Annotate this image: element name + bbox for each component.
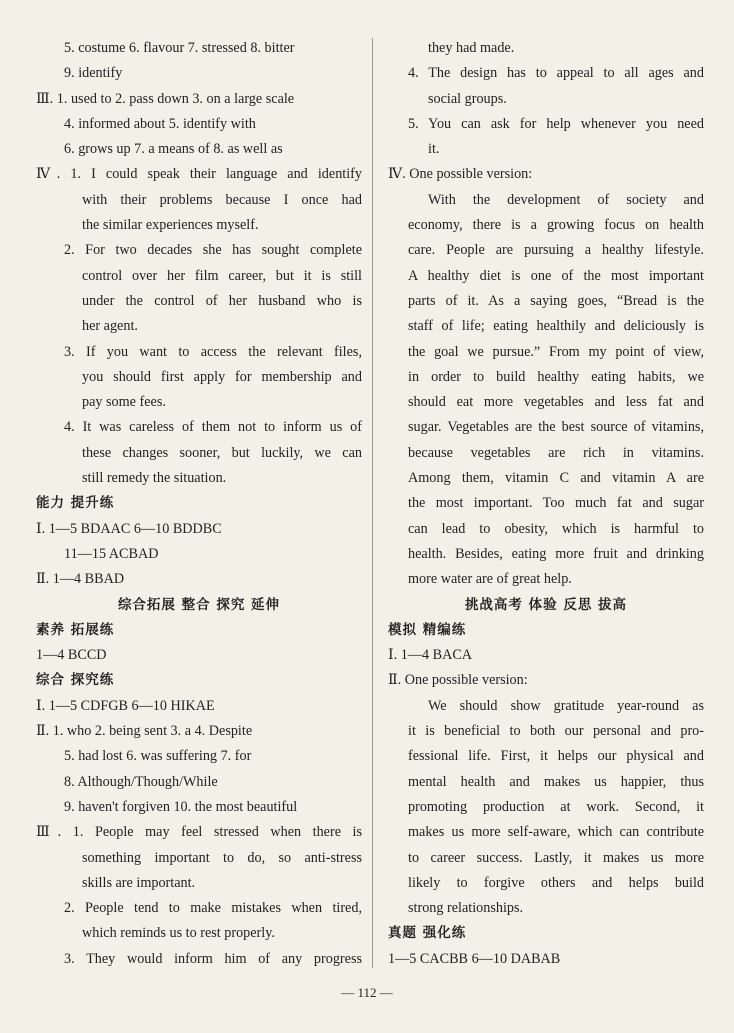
answer-line: these changes sooner, but luckily, we can: [82, 444, 362, 461]
answer-line: because vegetables are rich in vitamins.: [408, 444, 704, 461]
answer-line: to career success. Lastly, it makes us more: [408, 849, 704, 866]
section-heading: 模拟 精编练: [388, 621, 467, 638]
page-number: — 112 —: [341, 985, 393, 1000]
answer-line: With the development of society and: [428, 191, 704, 208]
section-heading: 综合拓展 整合 探究 延伸: [117, 596, 281, 613]
section-heading: 能力 提升练: [36, 495, 115, 512]
answer-line: Ⅰ. 1—4 BACA: [388, 647, 473, 664]
answer-line: strong relationships.: [408, 900, 524, 917]
answer-line: still remedy the situation.: [82, 470, 227, 487]
answer-line: 2. For two decades she has sought complete: [64, 242, 362, 259]
answer-line: you should first apply for membership and: [82, 368, 362, 385]
answer-line: Ⅱ. 1—4 BBAD: [36, 571, 125, 588]
section-heading: 综合 探究练: [36, 672, 115, 689]
answer-line: control over her film career, but it is still: [82, 267, 362, 284]
answer-line: skills are important.: [82, 874, 196, 891]
answer-line: her agent.: [82, 318, 138, 335]
left-column: [36, 36, 362, 972]
answer-line: with their problems because I once had: [82, 191, 362, 208]
answer-line: Ⅱ. One possible version:: [388, 672, 528, 689]
answer-line: social groups.: [428, 90, 507, 107]
answer-line: 11—15 ACBAD: [64, 545, 159, 562]
column-divider: [372, 38, 373, 968]
answer-line: under the control of her husband who is: [82, 292, 362, 309]
answer-line: sugar. Vegetables are the best source of vitamins,: [408, 419, 704, 436]
answer-line: should eat more vegetables and less fat and: [408, 394, 704, 411]
answer-line: it.: [428, 141, 440, 158]
answer-line: Ⅰ. 1—5 BDAAC 6—10 BDDBC: [36, 520, 222, 537]
answer-line: parts of it. As a saying goes, “Bread is the: [408, 292, 704, 309]
answer-line: something important to do, so anti-stress: [82, 849, 362, 866]
answer-line: Among them, vitamin C and vitamin A are: [408, 470, 704, 487]
answer-line: 1—5 CACBB 6—10 DABAB: [388, 950, 561, 967]
answer-line: 4. It was careless of them not to inform us of: [64, 419, 362, 436]
answer-line: 3. If you want to access the relevant files,: [64, 343, 362, 360]
answer-line: 5. costume 6. flavour 7. stressed 8. bitter: [64, 40, 295, 56]
answer-line: the goal we pursue.” From my point of view,: [408, 343, 704, 360]
answer-line: which reminds us to rest properly.: [82, 925, 275, 942]
answer-line: in order to build healthy eating habits, we: [408, 368, 704, 385]
answer-line: 5. had lost 6. was suffering 7. for: [64, 748, 252, 765]
answer-line: promoting production at work. Second, it: [408, 798, 704, 815]
answer-line: 4. informed about 5. identify with: [64, 115, 256, 132]
section-heading: 真题 强化练: [388, 925, 467, 942]
answer-line: 9. haven't forgiven 10. the most beautiful: [64, 798, 298, 815]
answer-line: fessional life. First, it helps our physical and: [408, 748, 704, 765]
answer-line: Ⅱ. 1. who 2. being sent 3. a 4. Despite: [36, 723, 253, 740]
answer-line: 9. identify: [64, 65, 123, 82]
answer-line: 5. You can ask for help whenever you need: [408, 115, 704, 132]
answer-line: health. Besides, eating more fruit and drinking: [408, 545, 704, 562]
right-column: [388, 36, 704, 972]
answer-line: 2. People tend to make mistakes when tired,: [64, 900, 362, 917]
answer-line: staff of life; eating healthily and deliciously is: [408, 318, 704, 335]
answer-line: it is beneficial to both our personal and pro-: [408, 723, 704, 740]
answer-line: Ⅳ. One possible version:: [388, 166, 533, 183]
answer-line: they had made.: [428, 40, 515, 56]
answer-line: the similar experiences myself.: [82, 217, 259, 234]
answer-line: Ⅲ. 1. used to 2. pass down 3. on a large scale: [36, 90, 295, 107]
answer-line: more water are of great help.: [408, 571, 572, 588]
answer-line: mental health and makes us happier, thus: [408, 773, 704, 790]
answer-line: We should show gratitude year-round as: [428, 697, 704, 714]
answer-line: the most important. Too much fat and sugar: [408, 495, 704, 512]
answer-line: Ⅳ. 1. I could speak their language and identify: [36, 166, 362, 183]
answer-line: A healthy diet is one of the most important: [408, 267, 704, 284]
answer-line: Ⅲ. 1. People may feel stressed when there is: [36, 824, 362, 841]
answer-line: can lead to obesity, which is harmful to: [408, 520, 704, 537]
answer-line: care. People are pursuing a healthy lifestyle.: [408, 242, 704, 259]
answer-line: pay some fees.: [82, 394, 166, 411]
answer-line: 1—4 BCCD: [36, 647, 107, 664]
section-heading: 挑战高考 体验 反思 拔高: [464, 596, 628, 613]
answer-line: 4. The design has to appeal to all ages and: [408, 65, 704, 82]
answer-line: makes us more self-aware, which can contribute: [408, 824, 704, 841]
answer-line: 6. grows up 7. a means of 8. as well as: [64, 141, 283, 158]
answer-line: 8. Although/Though/While: [64, 773, 218, 790]
section-heading: 素养 拓展练: [36, 621, 115, 638]
answer-line: 3. They would inform him of any progress: [64, 950, 362, 967]
answer-line: economy, there is a growing focus on health: [408, 217, 704, 234]
answer-line: likely to forgive others and helps build: [408, 874, 704, 891]
answer-line: Ⅰ. 1—5 CDFGB 6—10 HIKAE: [36, 697, 215, 714]
